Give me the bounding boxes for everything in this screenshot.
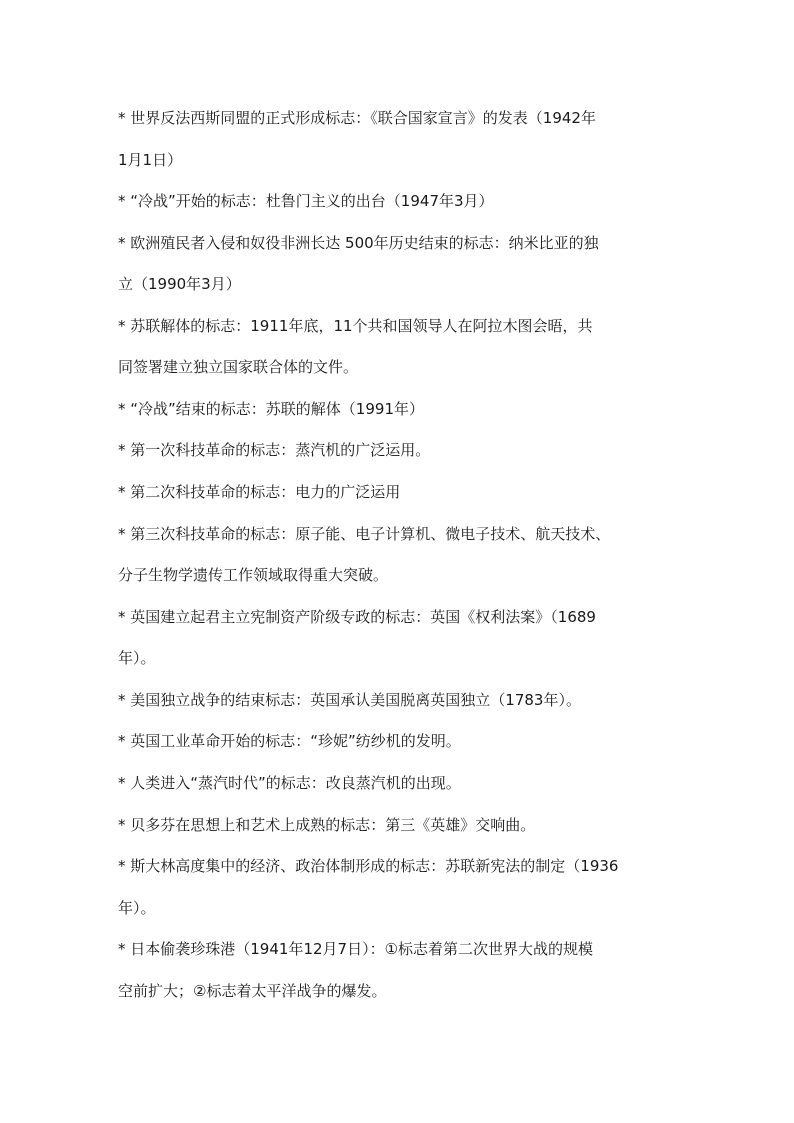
text-line: 同签署建立独立国家联合体的文件。: [118, 358, 359, 376]
text-line: * 英国建立起君主立宪制资产阶级专政的标志：英国《权利法案》（1689: [118, 608, 596, 626]
text-line: * 第三次科技革命的标志：原子能、电子计算机、微电子技术、航天技术、: [118, 525, 611, 543]
text-line: * “冷战”结束的标志：苏联的解体（1991年）: [118, 400, 424, 418]
text-line: * 欧洲殖民者入侵和奴役非洲长达 500年历史结束的标志：纳米比亚的独: [118, 234, 599, 252]
text-line: * 英国工业革命开始的标志：“珍妮”纺纱机的发明。: [118, 732, 461, 750]
text-line: * 第二次科技革命的标志：电力的广泛运用: [118, 483, 401, 501]
text-line: * 人类进入“蒸汽时代”的标志：改良蒸汽机的出现。: [118, 774, 461, 792]
text-line: * “冷战”开始的标志：杜鲁门主义的出台（1947年3月）: [118, 192, 494, 210]
text-line: 1月1日）: [118, 151, 183, 169]
text-line: 分子生物学遗传工作领域取得重大突破。: [118, 566, 389, 584]
text-line: * 日本偷袭珍珠港（1941年12月7日）：①标志着第二次世界大战的规模: [118, 940, 594, 958]
text-line: * 世界反法西斯同盟的正式形成标志：《联合国家宣言》的发表（1942年: [118, 109, 596, 127]
text-line: 年）。: [118, 649, 156, 667]
text-line: 年）。: [118, 899, 156, 917]
text-line: * 苏联解体的标志：1911年底，11个共和国领导人在阿拉木图会晤，共: [118, 317, 593, 335]
text-line: * 斯大林高度集中的经济、政治体制形成的标志：苏联新宪法的制定（1936: [118, 857, 619, 875]
text-line: * 第一次科技革命的标志：蒸汽机的广泛运用。: [118, 441, 431, 459]
text-line: 空前扩大；②标志着太平洋战争的爆发。: [118, 982, 387, 1000]
text-line: * 美国独立战争的结束标志：英国承认美国脱离英国独立（1783年）。: [118, 691, 581, 709]
text-line: 立（1990年3月）: [118, 275, 241, 293]
text-line: * 贝多芬在思想上和艺术上成熟的标志：第三《英雄》交响曲。: [118, 816, 536, 834]
